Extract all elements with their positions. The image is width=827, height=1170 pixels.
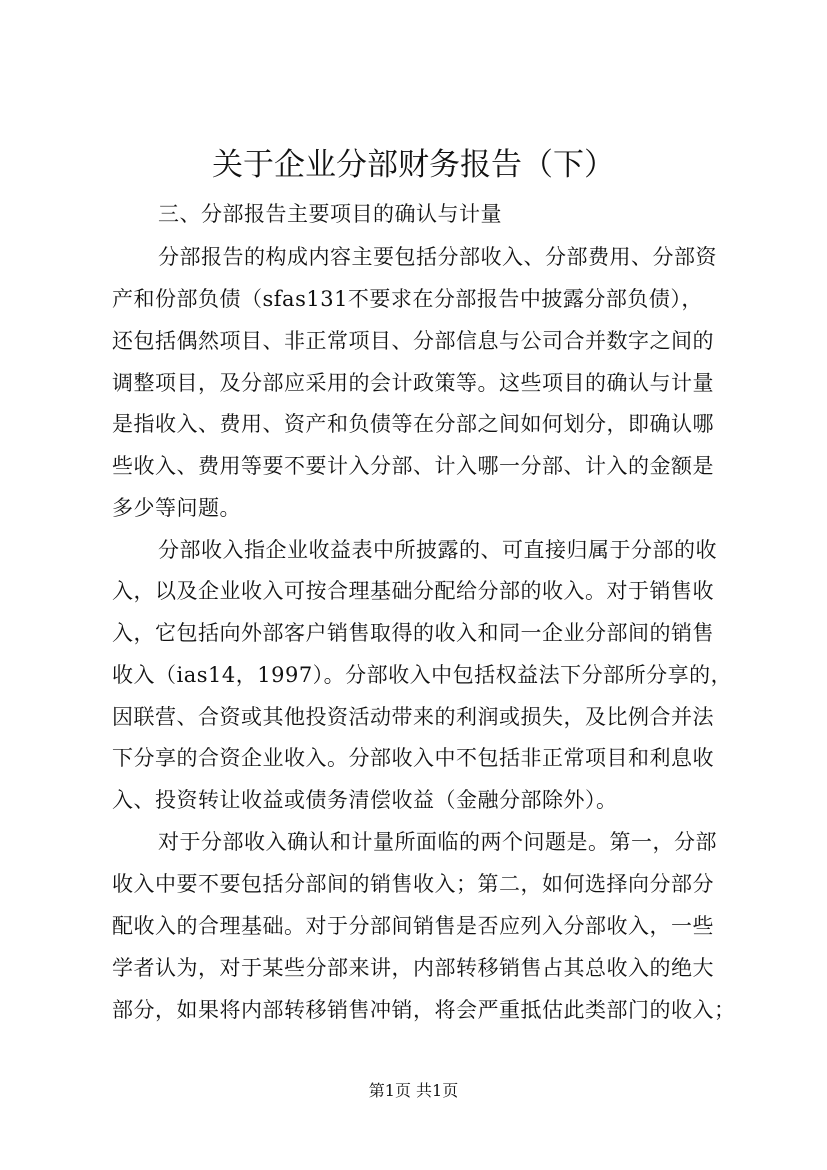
paragraph-line: 分部报告的构成内容主要包括分部收入、分部费用、分部资 (158, 245, 717, 269)
paragraph-line: 分部收入指企业收益表中所披露的、可直接归属于分部的收 (158, 538, 717, 562)
paragraph-line: 些收入、费用等要不要计入分部、计入哪一分部、计入的金额是 (112, 454, 714, 478)
paragraph-line: 部分，如果将内部转移销售冲销，将会严重抵估此类部门的收入； (112, 998, 736, 1022)
paragraph-line: 因联营、合资或其他投资活动带来的利润或损失，及比例合并法 (112, 705, 714, 729)
paragraph-line: 调整项目，及分部应采用的会计政策等。这些项目的确认与计量 (112, 371, 714, 395)
paragraph-line: 产和份部负债（sfas131不要求在分部报告中披露分部负债）， (112, 287, 703, 311)
paragraph-line: 学者认为，对于某些分部来讲，内部转移销售占其总收入的绝大 (112, 956, 714, 980)
paragraph-line: 还包括偶然项目、非正常项目、分部信息与公司合并数字之间的 (112, 329, 714, 353)
paragraph-line: 收入中要不要包括分部间的销售收入；第二，如何选择向分部分 (112, 872, 714, 896)
page-footer: 第1页 共1页 (368, 1081, 459, 1100)
paragraph-line: 下分享的合资企业收入。分部收入中不包括非正常项目和利息收 (112, 746, 714, 770)
paragraph-line: 是指收入、费用、资产和负债等在分部之间如何划分，即确认哪 (112, 412, 714, 436)
paragraph-line: 入，以及企业收入可按合理基础分配给分部的收入。对于销售收 (112, 579, 714, 603)
paragraph-line: 配收入的合理基础。对于分部间销售是否应列入分部收入，一些 (112, 914, 714, 938)
paragraph-line: 入、投资转让收益或债务清偿收益（金融分部除外）。 (112, 788, 618, 812)
paragraph-line: 入，它包括向外部客户销售取得的收入和同一企业分部间的销售 (112, 621, 714, 645)
document-title: 关于企业分部财务报告（下） (212, 147, 615, 183)
paragraph-line: 收入（ias14，1997）。分部收入中包括权益法下分部所分享的， (112, 663, 733, 687)
paragraph-line: 对于分部收入确认和计量所面临的两个问题是。第一，分部 (158, 830, 717, 854)
section-heading: 三、分部报告主要项目的确认与计量 (158, 202, 502, 226)
paragraph-line: 多少等问题。 (112, 496, 241, 520)
